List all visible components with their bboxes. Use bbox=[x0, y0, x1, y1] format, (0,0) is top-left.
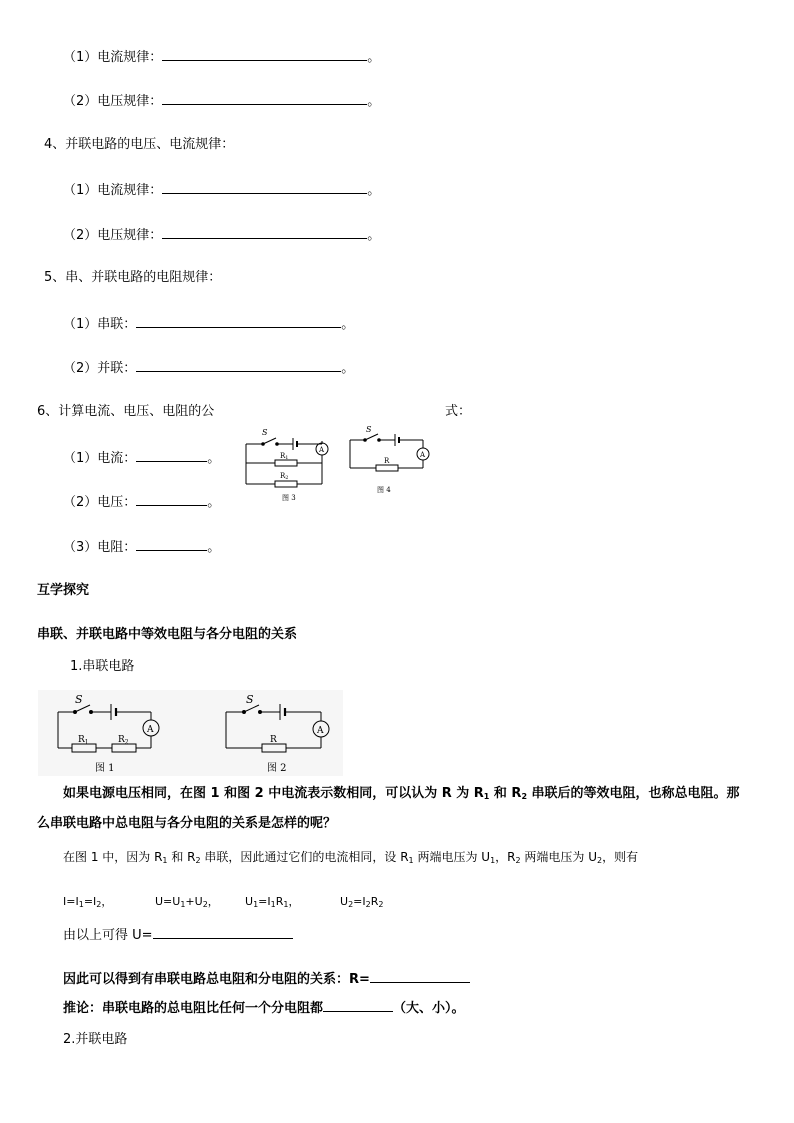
q5-parallel-blank[interactable] bbox=[136, 358, 341, 372]
q6-voltage-label: （2）电压： bbox=[63, 495, 137, 510]
formula-2: $U=U_1+U_2$， bbox=[155, 895, 219, 909]
para-line-3-g: ，则有 bbox=[602, 850, 639, 864]
q5-series-blank[interactable] bbox=[136, 314, 341, 328]
para-line-3-b: 和 R bbox=[167, 850, 196, 864]
para-line-3-s6: 2 bbox=[597, 856, 603, 865]
para-line-1-a: 如果电源电压相同，在图 1 和图 2 中电流表示数相同，可以认为 R 为 R bbox=[63, 786, 484, 801]
q6-voltage-blank[interactable] bbox=[136, 492, 207, 506]
q3-current-blank[interactable] bbox=[162, 47, 367, 61]
para-line-3-s3: 1 bbox=[408, 856, 414, 865]
para-line-3-s1: 1 bbox=[162, 856, 168, 865]
fig3-r2-label: R2 bbox=[280, 472, 289, 481]
fig3-caption: 图 3 bbox=[282, 494, 296, 502]
conclusion-line bbox=[63, 969, 470, 989]
q3-voltage-end: 。 bbox=[367, 94, 381, 109]
para-line-3 bbox=[63, 848, 638, 870]
q6-resistance-line bbox=[63, 537, 220, 557]
fig4-caption: 图 4 bbox=[377, 486, 391, 494]
q6-title-a: 6、计算电流、电压、电阻的公 bbox=[37, 404, 215, 419]
q3-current-line bbox=[63, 47, 380, 67]
q3-current-end: 。 bbox=[367, 50, 381, 65]
fig2-r-label: R bbox=[270, 735, 277, 745]
para-line-1 bbox=[63, 785, 740, 806]
q6-current-end: 。 bbox=[207, 451, 221, 466]
conclusion-blank[interactable] bbox=[370, 969, 470, 983]
fig1-r2-label: $R_2$ bbox=[118, 735, 129, 746]
inference-end: （大、小）。 bbox=[393, 1001, 465, 1016]
para-line-3-s5: 2 bbox=[515, 856, 521, 865]
q4-voltage-blank[interactable] bbox=[162, 225, 367, 239]
fig1-ammeter-label: A bbox=[147, 725, 154, 735]
q5-series-label: （1）串联： bbox=[63, 317, 137, 332]
fig4-ammeter-label: A bbox=[420, 451, 426, 459]
q6-current-label: （1）电流： bbox=[63, 451, 137, 466]
fig1-caption: 图 1 bbox=[95, 763, 115, 774]
circuit-figure-1-2 bbox=[38, 690, 343, 776]
q6-resistance-end: 。 bbox=[207, 540, 221, 555]
q5-title: 5、串、并联电路的电阻规律： bbox=[44, 270, 222, 285]
inference-label: 推论：串联电路的总电阻比任何一个分电阻都 bbox=[63, 1001, 324, 1016]
q6-current-blank[interactable] bbox=[136, 448, 207, 462]
fig2-caption: 图 2 bbox=[267, 763, 287, 774]
parallel-title: 2.并联电路 bbox=[63, 1032, 128, 1047]
circuit-figure-3-4 bbox=[240, 422, 440, 504]
q6-resistance-label: （3）电阻： bbox=[63, 540, 137, 555]
fig1-switch-label: S bbox=[75, 693, 83, 706]
q5-series-line bbox=[63, 314, 354, 334]
section-subheading: 串联、并联电路中等效电阻与各分电阻的关系 bbox=[37, 627, 298, 642]
q3-voltage-line bbox=[63, 91, 380, 111]
q4-current-blank[interactable] bbox=[162, 180, 367, 194]
formula-4: $U_2=I_2R_2$ bbox=[340, 895, 384, 909]
derive-line bbox=[63, 925, 293, 945]
q4-voltage-line bbox=[63, 225, 380, 245]
q3-voltage-label: （2）电压规律： bbox=[63, 94, 163, 109]
formula-3: $U_1=I_1R_1$， bbox=[245, 895, 300, 909]
para-line-3-s2: 2 bbox=[195, 856, 201, 865]
fig2-switch-label: S bbox=[246, 693, 254, 706]
inference-line bbox=[63, 998, 465, 1018]
para-line-3-e: ，R bbox=[495, 850, 516, 864]
para-line-3-f: 两端电压为 U bbox=[520, 850, 598, 864]
q6-voltage-line bbox=[63, 492, 220, 512]
q6-voltage-end: 。 bbox=[207, 495, 221, 510]
para-line-3-a: 在图 1 中，因为 R bbox=[63, 850, 163, 864]
fig3-r1-label: R1 bbox=[280, 452, 289, 461]
q4-title: 4、并联电路的电压、电流规律： bbox=[44, 137, 235, 152]
para-line-3-c: 串联，因此通过它们的电流相同，设 R bbox=[200, 850, 409, 864]
q5-parallel-line bbox=[63, 358, 354, 378]
para-line-1-sub1: 1 bbox=[483, 792, 490, 801]
q3-current-label: （1）电流规律： bbox=[63, 50, 163, 65]
para-line-3-s4: 1 bbox=[490, 856, 496, 865]
q4-current-label: （1）电流规律： bbox=[63, 183, 163, 198]
para-line-1-c: 串联后的等效电阻，也称总电阻。那 bbox=[527, 786, 740, 801]
series-title: 1.串联电路 bbox=[70, 659, 135, 674]
q5-parallel-label: （2）并联： bbox=[63, 361, 137, 376]
para-line-1-sub2: 2 bbox=[521, 792, 528, 801]
q5-parallel-end: 。 bbox=[341, 361, 355, 376]
fig4-switch-label: S bbox=[366, 425, 372, 434]
fig3-switch-label: S bbox=[262, 428, 268, 437]
conclusion-label: 因此可以得到有串联电路总电阻和分电阻的关系：R= bbox=[63, 972, 370, 987]
formula-1: $I=I_1=I_2$， bbox=[63, 895, 113, 909]
fig4-r-label: R bbox=[384, 457, 390, 465]
q6-title-b: 式： bbox=[445, 404, 472, 419]
q6-current-line bbox=[63, 448, 220, 468]
para-line-2: 么串联电路中总电阻与各分电阻的关系是怎样的呢？ bbox=[37, 816, 337, 831]
q4-current-line bbox=[63, 180, 380, 200]
fig3-ammeter-label: A bbox=[319, 446, 325, 454]
q4-current-end: 。 bbox=[367, 183, 381, 198]
inference-blank[interactable] bbox=[323, 998, 393, 1012]
figure-4 bbox=[350, 434, 429, 471]
section-heading: 互学探究 bbox=[37, 583, 90, 598]
q3-voltage-blank[interactable] bbox=[162, 91, 367, 105]
para-line-1-b: 和 R bbox=[489, 786, 522, 801]
derive-blank[interactable] bbox=[153, 925, 293, 939]
q4-voltage-label: （2）电压规律： bbox=[63, 228, 163, 243]
q4-voltage-end: 。 bbox=[367, 228, 381, 243]
fig1-r1-label: $R_1$ bbox=[78, 735, 89, 746]
para-line-3-d: 两端电压为 U bbox=[413, 850, 491, 864]
fig2-ammeter-label: A bbox=[317, 726, 324, 736]
q6-resistance-blank[interactable] bbox=[136, 537, 207, 551]
derive-label: 由以上可得 U= bbox=[63, 928, 153, 943]
q5-series-end: 。 bbox=[341, 317, 355, 332]
